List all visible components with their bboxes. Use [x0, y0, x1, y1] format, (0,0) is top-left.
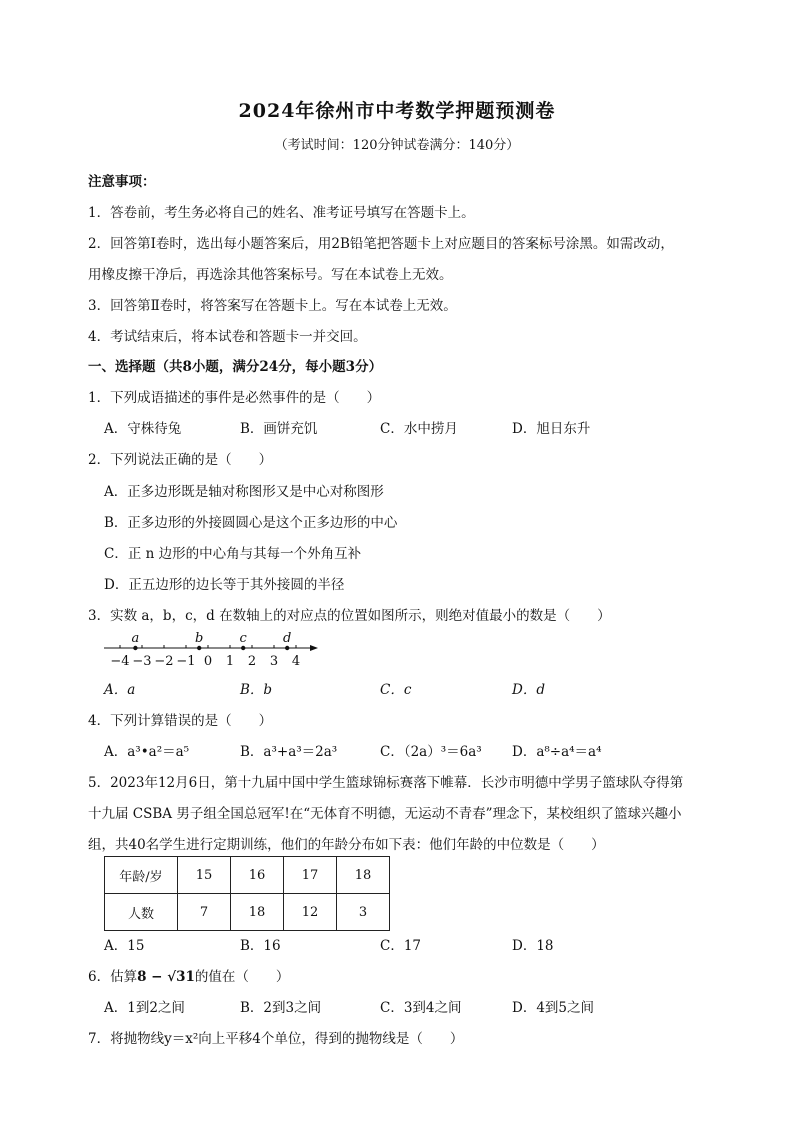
question-4-option-d: D．a⁸÷a⁴＝a⁴ [512, 744, 602, 760]
note-4: 4．考试结束后，将本试卷和答题卡一并交回。 [88, 329, 367, 345]
number-line-point-label: b [195, 631, 204, 646]
note-3: 3．回答第Ⅱ卷时，将答案写在答题卡上。写在本试卷上无效。 [88, 298, 457, 314]
question-2-option-c: C．正 n 边形的中心角与其每一个外角互补 [104, 546, 362, 562]
table-cell: 15 [178, 857, 231, 894]
question-6-prefix: 6．估算 [88, 969, 138, 985]
number-line-tick-label: −1 [176, 654, 196, 669]
number-line-point-a [133, 646, 137, 650]
question-1-stem: 1．下列成语描述的事件是必然事件的是（ ） [88, 390, 381, 406]
question-2-stem: 2．下列说法正确的是（ ） [88, 452, 273, 468]
table-cell: 3 [337, 894, 390, 931]
number-line-point-label: c [239, 631, 247, 646]
number-line-tick-label: −2 [154, 654, 174, 669]
question-3-option-a: A．a [104, 682, 136, 698]
question-5-stem-line-3: 组，共40名学生进行定期训练，他们的年龄分布如下表：他们年龄的中位数是（ ） [88, 837, 605, 853]
question-5-option-b: B．16 [240, 938, 281, 954]
question-3-stem: 3．实数 a，b，c，d 在数轴上的对应点的位置如图所示，则绝对值最小的数是（ ） [88, 608, 611, 624]
number-line-figure [100, 626, 325, 672]
number-line-tick-label: −4 [110, 654, 130, 669]
number-line-point-label: a [131, 631, 140, 646]
note-2: 2．回答第Ⅰ卷时，选出每小题答案后，用2B铅笔把答题卡上对应题目的答案标号涂黑。如需改动， [88, 236, 674, 252]
number-line-point-label: d [283, 631, 292, 646]
question-6-option-a: A．1到2之间 [104, 1000, 185, 1016]
question-2-option-b: B．正多边形的外接圆圆心是这个正多边形的中心 [104, 515, 398, 531]
table-row [105, 894, 390, 931]
number-line-tick-label: 4 [291, 654, 301, 669]
question-6-stem [88, 965, 289, 985]
question-6-suffix: 的值在（ ） [194, 969, 290, 985]
arrow-right-icon [310, 645, 318, 651]
table-cell: 17 [284, 857, 337, 894]
page-title: 2024年徐州市中考数学押题预测卷 [238, 100, 556, 122]
question-4-stem: 4．下列计算错误的是（ ） [88, 713, 273, 729]
question-5-stem-line-1: 5．2023年12月6日，第十九届中国中学生篮球锦标赛落下帷幕．长沙市明德中学男子篮球队夺得第 [88, 775, 684, 791]
question-5-option-d: D．18 [512, 938, 554, 954]
table-header-count: 人数 [105, 894, 178, 931]
question-3-option-d: D．d [512, 682, 545, 698]
number-line-point-b [197, 646, 201, 650]
table-row [105, 857, 390, 894]
number-line-point-d [285, 646, 289, 650]
question-3-option-b: B．b [240, 682, 273, 698]
number-line-tick-label: 3 [269, 654, 279, 669]
question-7-stem: 7．将抛物线y＝x²向上平移4个单位，得到的抛物线是（ ） [88, 1031, 464, 1047]
question-4-option-c: C．（2a）³＝6a³ [380, 744, 482, 760]
exam-info: （考试时间：120分钟试卷满分：140分） [274, 138, 520, 153]
number-line-point-c [241, 646, 245, 650]
question-2-option-a: A．正多边形既是轴对称图形又是中心对称图形 [104, 484, 384, 500]
table-cell: 7 [178, 894, 231, 931]
question-1-option-d: D．旭日东升 [512, 421, 591, 437]
number-line-tick-label: 2 [247, 654, 257, 669]
question-6-option-d: D．4到5之间 [512, 1000, 595, 1016]
table-cell: 18 [231, 894, 284, 931]
number-line-tick-label: −3 [132, 654, 152, 669]
table-header-age: 年龄/岁 [105, 857, 178, 894]
question-5-stem-line-2: 十九届 CSBA 男子组全国总冠军!在“无体育不明德，无运动不青春”理念下，某校组织了篮球兴趣小 [88, 806, 682, 822]
question-5-option-c: C．17 [380, 938, 422, 954]
question-1-option-a: A．守株待兔 [104, 421, 182, 437]
question-2-option-d: D．正五边形的边长等于其外接圆的半径 [104, 577, 345, 593]
question-4-option-a: A．a³•a²＝a⁵ [104, 744, 190, 760]
note-1: 1．答卷前，考生务必将自己的姓名、准考证号填写在答题卡上。 [88, 205, 475, 221]
table-cell: 12 [284, 894, 337, 931]
question-1-option-b: B．画饼充饥 [240, 421, 318, 437]
section-heading: 一、选择题（共8小题，满分24分，每小题3分） [88, 359, 383, 375]
question-5-option-a: A．15 [104, 938, 145, 954]
number-line-tick-label: 0 [203, 654, 213, 669]
question-6-expression: 8 − √31 [137, 969, 195, 985]
question-6-option-c: C．3到4之间 [380, 1000, 462, 1016]
note-2-cont: 用橡皮擦干净后，再选涂其他答案标号。写在本试卷上无效。 [88, 267, 453, 283]
notes-header: 注意事项： [88, 174, 156, 190]
number-line-tick-label: 1 [225, 654, 235, 669]
age-distribution-table [104, 856, 390, 931]
question-6-option-b: B．2到3之间 [240, 1000, 322, 1016]
question-3-option-c: C．c [380, 682, 412, 698]
question-4-option-b: B．a³+a³＝2a³ [240, 744, 338, 760]
table-cell: 16 [231, 857, 284, 894]
table-cell: 18 [337, 857, 390, 894]
question-1-option-c: C．水中捞月 [380, 421, 458, 437]
